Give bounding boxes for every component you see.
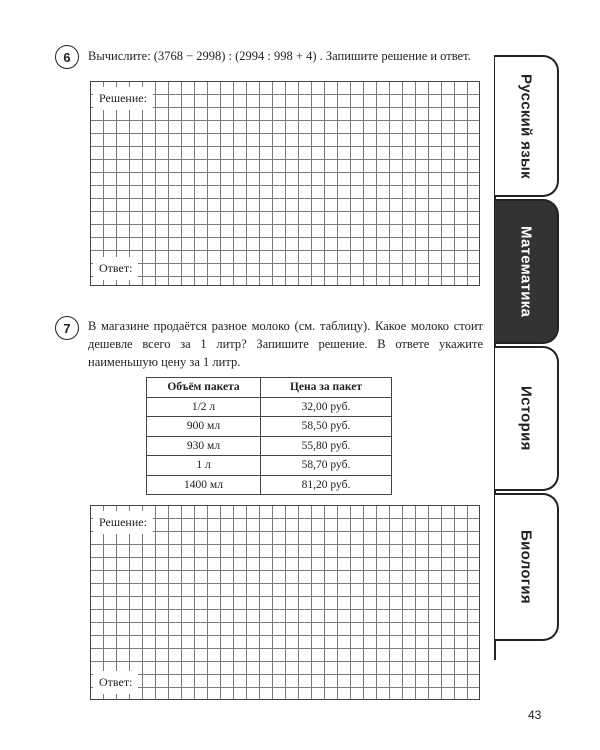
tab-math[interactable] — [495, 199, 559, 344]
price-cell: 58,50 руб. — [261, 417, 392, 437]
solution-label: Решение: — [93, 511, 153, 534]
solution-grid[interactable] — [90, 505, 480, 700]
volume-cell: 930 мл — [147, 436, 261, 456]
header-price: Цена за пакет — [261, 378, 392, 398]
task-6 — [55, 45, 471, 69]
price-cell: 81,20 руб. — [261, 475, 392, 495]
page-number: 43 — [528, 708, 542, 722]
task-number: 6 — [55, 45, 79, 69]
tab-label: Биология — [517, 530, 535, 604]
price-cell: 58,70 руб. — [261, 456, 392, 476]
task-7 — [55, 316, 483, 371]
volume-cell: 900 мл — [147, 417, 261, 437]
table-row — [147, 397, 392, 417]
tab-label: Математика — [517, 225, 535, 318]
header-volume: Объём пакета — [147, 378, 261, 398]
table-header-row — [147, 378, 392, 398]
milk-price-table — [146, 377, 392, 495]
task-text: В магазине продаётся разное молоко (см. таблицу). Какое молоко стоит дешевле всего за 1 литр? Запишите решение. В ответе укажите наименьшую цену за 1 литр. — [88, 319, 483, 369]
solution-grid[interactable] — [90, 81, 480, 286]
table-row — [147, 417, 392, 437]
volume-cell: 1400 мл — [147, 475, 261, 495]
volume-cell: 1 л — [147, 456, 261, 476]
tab-russian[interactable] — [495, 55, 559, 197]
tab-label: История — [517, 386, 535, 451]
table-row — [147, 456, 392, 476]
solution-label: Решение: — [93, 87, 153, 110]
task-text: Вычислите: (3768 − 2998) : (2994 : 998 + 4) . Запишите решение и ответ. — [88, 49, 471, 63]
price-cell: 55,80 руб. — [261, 436, 392, 456]
tab-label: Русский язык — [517, 73, 535, 179]
volume-cell: 1/2 л — [147, 397, 261, 417]
task-number: 7 — [55, 316, 79, 340]
table-row — [147, 475, 392, 495]
answer-label: Ответ: — [93, 671, 138, 694]
price-cell: 32,00 руб. — [261, 397, 392, 417]
tab-history[interactable] — [495, 346, 559, 491]
answer-label: Ответ: — [93, 257, 138, 280]
tab-biology[interactable] — [495, 493, 559, 641]
table-row — [147, 436, 392, 456]
